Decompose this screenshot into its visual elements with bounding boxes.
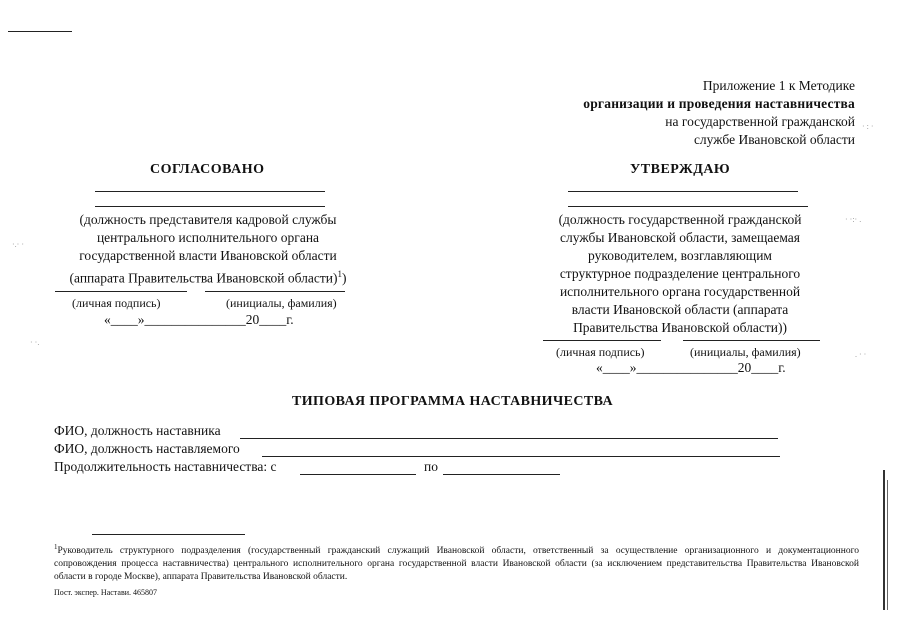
footnote	[54, 541, 859, 584]
scan-noise: · : ·	[862, 122, 874, 131]
approved-name-label: (инициалы, фамилия)	[690, 345, 801, 359]
footnote-text: Руководитель структурного подразделения (государственный гражданский служащий Ивановской области, ответственный за осуществление организационного и документационного сопровождения процесса наставничества) центрального исполнительного органа государственной власти Ивановской области (за исключением представительства Правительства Ивановской области в городе Москве), аппарата Правительства Ивановской области.	[54, 546, 859, 583]
approved-heading: УТВЕРЖДАЮ	[630, 162, 731, 177]
print-stamp: Пост. экспер. Настави. 465807	[54, 588, 158, 597]
agreed-date: «____»_______________20____г.	[104, 312, 294, 327]
scan-noise: · ·:· .	[845, 215, 862, 224]
footnote-ref: 1	[337, 269, 342, 279]
duration-to-label: по	[424, 459, 438, 474]
footnote-mark: 1	[54, 543, 58, 551]
desc-line: власти Ивановской области (аппарата	[571, 302, 789, 317]
document-header	[583, 77, 855, 149]
duration-end-field[interactable]	[443, 474, 560, 475]
desc-text: (аппарата Правительства Ивановской области)	[69, 270, 338, 286]
scan-edge-mark	[887, 480, 888, 610]
desc-line: центрального исполнительного органа	[96, 230, 320, 245]
duration-start-field[interactable]	[300, 474, 416, 475]
header-line: службе Ивановской области	[693, 132, 855, 147]
scan-edge-mark	[883, 470, 885, 610]
desc-line: (должность представителя кадровой службы	[79, 212, 337, 227]
duration-label: Продолжительность наставничества: с	[54, 459, 277, 474]
mentee-field[interactable]	[262, 456, 780, 457]
desc-line: руководителем, возглавляющим	[588, 248, 772, 263]
header-line: на государственной гражданской	[665, 114, 855, 129]
program-title: ТИПОВАЯ ПРОГРАММА НАСТАВНИЧЕСТВА	[292, 394, 613, 409]
mentor-field[interactable]	[240, 438, 778, 439]
desc-line	[48, 265, 368, 288]
approved-name-line[interactable]	[683, 340, 820, 341]
desc-line: структурное подразделение центрального	[559, 266, 801, 281]
mentor-label: ФИО, должность наставника	[54, 423, 221, 438]
agreed-position-line[interactable]	[95, 206, 325, 207]
agreed-position-line[interactable]	[95, 191, 325, 192]
desc-line: (должность государственной гражданской	[558, 212, 802, 227]
approved-signature-line[interactable]	[543, 340, 661, 341]
approved-description	[530, 211, 830, 337]
desc-line: службы Ивановской области, замещаемая	[560, 230, 800, 245]
agreed-signature-label: (личная подпись)	[72, 296, 161, 310]
scan-noise: · ·.	[30, 338, 40, 347]
agreed-name-label: (инициалы, фамилия)	[226, 296, 337, 310]
footnote-separator	[92, 534, 245, 535]
desc-line: государственной власти Ивановской области	[79, 248, 337, 263]
agreed-description	[48, 211, 368, 288]
approved-date: «____»_______________20____г.	[596, 360, 786, 375]
mentee-label: ФИО, должность наставляемого	[54, 441, 240, 456]
scan-noise: ·.· ·	[12, 240, 24, 249]
approved-signature-label: (личная подпись)	[556, 345, 645, 359]
agreed-heading: СОГЛАСОВАНО	[150, 162, 265, 177]
header-line: Приложение 1 к Методике	[702, 78, 855, 93]
desc-line: Правительства Ивановской области))	[573, 320, 787, 335]
scan-noise: . · ·	[855, 350, 867, 359]
scan-artifact-line	[8, 31, 72, 32]
agreed-signature-line[interactable]	[55, 291, 187, 292]
agreed-name-line[interactable]	[205, 291, 345, 292]
approved-position-line[interactable]	[568, 191, 798, 192]
header-line: организации и проведения наставничества	[583, 96, 855, 111]
desc-text: )	[341, 270, 347, 286]
approved-position-line[interactable]	[568, 206, 808, 207]
desc-line: исполнительного органа государственной	[559, 284, 801, 299]
